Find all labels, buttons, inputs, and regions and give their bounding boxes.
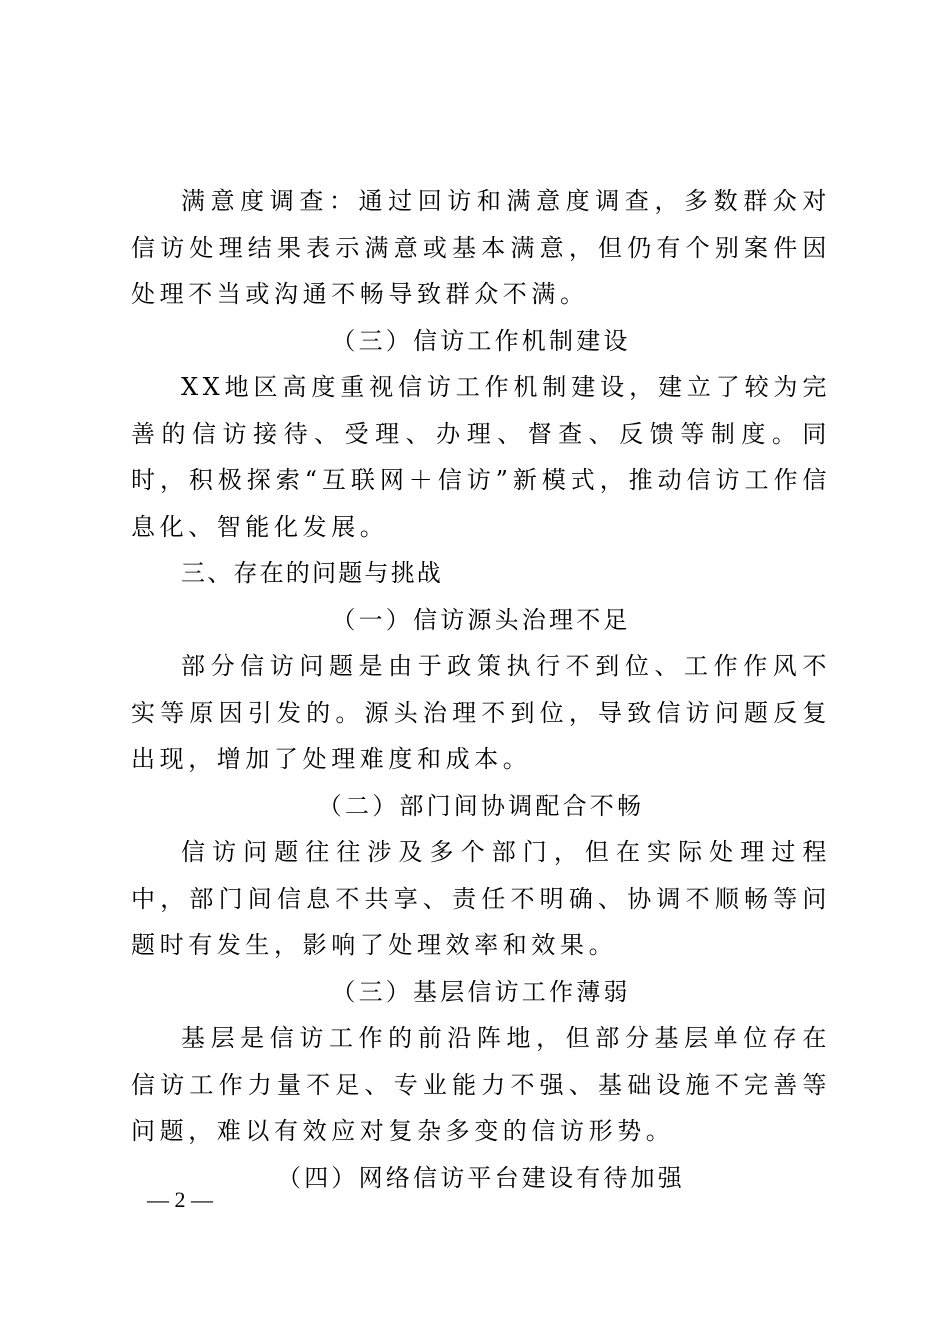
subheading-online-platform: （四）网络信访平台建设有待加强 bbox=[277, 1163, 685, 1192]
paragraph-source-governance: 部分信访问题是由于政策执行不到位、工作作风不实等原因引发的。源头治理不到位，导致信访问题反复出现，增加了处理难度和成本。 bbox=[131, 652, 831, 773]
document-body bbox=[131, 178, 831, 1201]
section-heading-problems: 三、存在的问题与挑战 bbox=[181, 559, 443, 587]
paragraph-mechanism-building: XX地区高度重视信访工作机制建设，建立了较为完善的信访接待、受理、办理、督查、反馈等制度。同时，积极探索“互联网＋信访”新模式，推动信访工作信息化、智能化发展。 bbox=[131, 373, 831, 541]
paragraph-satisfaction-survey: 满意度调查：通过回访和满意度调查，多数群众对信访处理结果表示满意或基本满意，但仍有个别案件因处理不当或沟通不畅导致群众不满。 bbox=[131, 187, 831, 308]
subheading-grassroots-work: （三）基层信访工作薄弱 bbox=[331, 977, 631, 1006]
paragraph-department-coordination: 信访问题往往涉及多个部门，但在实际处理过程中，部门间信息不共享、责任不明确、协调不顺畅等问题时有发生，影响了处理效率和效果。 bbox=[131, 838, 831, 959]
subheading-mechanism-building: （三）信访工作机制建设 bbox=[331, 326, 631, 355]
subheading-source-governance: （一）信访源头治理不足 bbox=[331, 605, 631, 634]
subheading-department-coordination: （二）部门间协调配合不畅 bbox=[317, 791, 645, 820]
page-number: — 2 — bbox=[147, 1187, 213, 1212]
paragraph-grassroots-work: 基层是信访工作的前沿阵地，但部分基层单位存在信访工作力量不足、专业能力不强、基础设施不完善等问题，难以有效应对复杂多变的信访形势。 bbox=[131, 1024, 831, 1145]
